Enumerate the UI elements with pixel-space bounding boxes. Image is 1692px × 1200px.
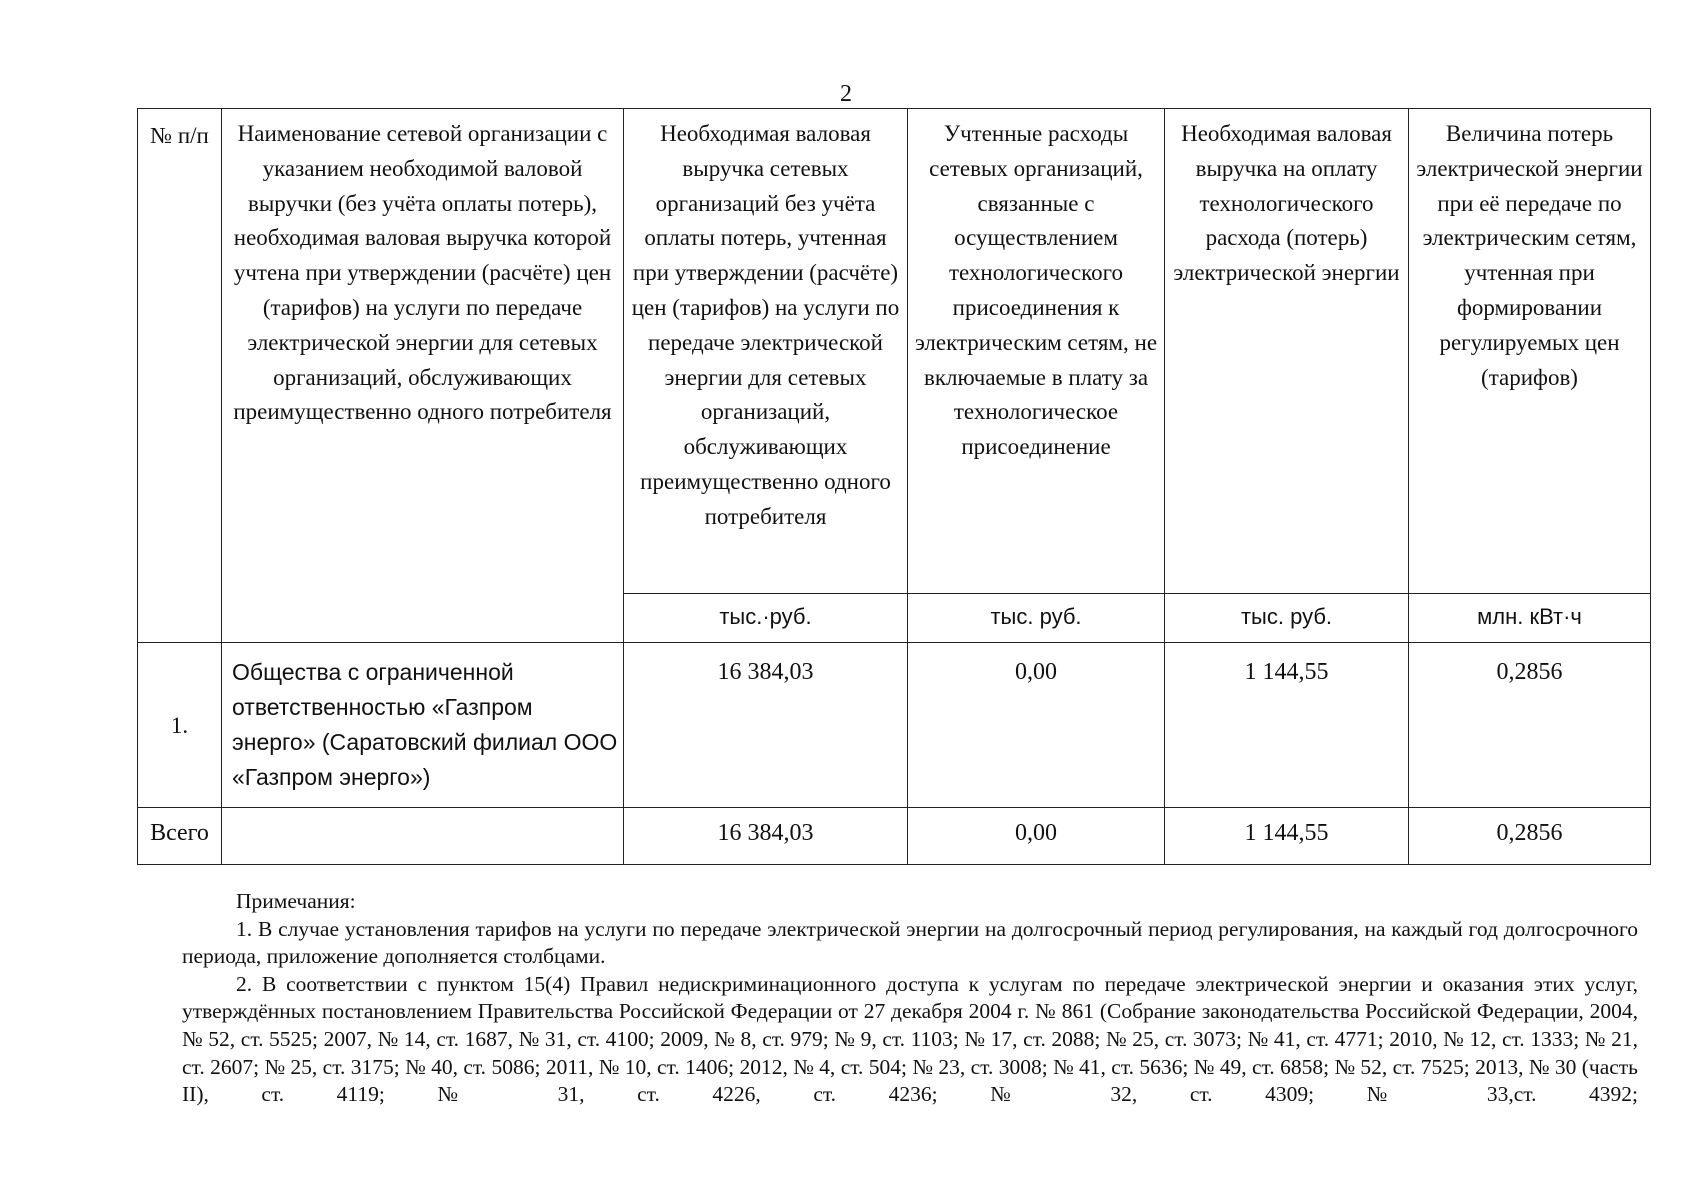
total-connection-costs: 0,00	[908, 807, 1165, 864]
header-num: № п/п	[138, 109, 222, 594]
header-gross-revenue: Необходимая валовая выручка сетевых организаций без учёта оплаты потерь, учтенная при утверждении (расчёте) цен (тарифов) на услуги по передаче электрической энергии для сетевых организаций, обслуживающих преимущественно одного потребителя	[624, 109, 908, 594]
note-item-2: 2. В соответствии с пунктом 15(4) Правил недискриминационного доступа к услугам по передаче электрической энергии и оказания этих услуг, утверждённых постановлением Правительства Российской Федерации от 27 декабря 2004 г. № 861 (Собрание законодательства Российской Федерации, 2004, № 52, ст. 5525; 2007, № 14, ст. 1687, № 31, ст. 4100; 2009, № 8, ст. 979; № 9, ст. 1103; № 17, ст. 2088; № 25, ст. 3073; № 41, ст. 4771; 2010, № 12, ст. 1333; № 21, ст. 2607; № 25, ст. 3175; № 40, ст. 5086; 2011, № 10, ст. 1406; 2012, № 4, ст. 504; № 23, ст. 3008; № 41, ст. 5636; № 49, ст. 6858; № 52, ст. 7525; 2013, № 30 (часть II), ст. 4119; № 31, ст. 4226, ст. 4236; № 32, ст. 4309; № 33,ст. 4392;	[182, 971, 1638, 1107]
total-label: Всего	[138, 807, 222, 864]
units-blank-name	[222, 593, 624, 642]
total-energy-losses: 0,2856	[1409, 807, 1651, 864]
unit-col2: тыс. руб.	[908, 593, 1165, 642]
row-connection-costs: 0,00	[908, 642, 1165, 807]
unit-col3: тыс. руб.	[1165, 593, 1409, 642]
total-loss-revenue: 1 144,55	[1165, 807, 1409, 864]
header-connection-costs: Учтенные расходы сетевых организаций, связанные с осуществлением технологического присоединения к электрическим сетям, не включаемые в плату за технологическое присоединение	[908, 109, 1165, 594]
header-loss-revenue: Необходимая валовая выручка на оплату технологического расхода (потерь) электрической энергии	[1165, 109, 1409, 594]
header-energy-losses: Величина потерь электрической энергии при её передаче по электрическим сетям, учтенная при формировании регулируемых цен (тарифов)	[1409, 109, 1651, 594]
row-number: 1.	[138, 642, 222, 807]
table-header-row	[138, 109, 1651, 594]
notes-section	[182, 888, 1638, 1109]
unit-col4: млн. кВт·ч	[1409, 593, 1651, 642]
total-gross-revenue: 16 384,03	[624, 807, 908, 864]
table-row	[138, 642, 1651, 807]
total-org-name	[222, 807, 624, 864]
tariff-table	[137, 108, 1651, 865]
page-number: 2	[840, 81, 852, 107]
notes-title: Примечания:	[236, 889, 356, 913]
header-org-name: Наименование сетевой организации с указанием необходимой валовой выручки (без учёта оплаты потерь), необходимая валовая выручка которой учтена при утверждении (расчёте) цен (тарифов) на услуги по передаче электрической энергии для сетевых организаций, обслуживающих преимущественно одного потребителя	[222, 109, 624, 594]
row-org-name: Общества с ограниченной ответственностью «Газпром энерго» (Саратовский филиал ООО «Газпром энерго»)	[222, 642, 624, 807]
table-units-row	[138, 593, 1651, 642]
row-loss-revenue: 1 144,55	[1165, 642, 1409, 807]
unit-col1: тыс.·руб.	[624, 593, 908, 642]
table-total-row	[138, 807, 1651, 864]
note-item-1: 1. В случае установления тарифов на услуги по передаче электрической энергии на долгосрочный период регулирования, на каждый год долгосрочного периода, приложение дополняется столбцами.	[182, 916, 1638, 969]
row-energy-losses: 0,2856	[1409, 642, 1651, 807]
row-gross-revenue: 16 384,03	[624, 642, 908, 807]
units-blank-num	[138, 593, 222, 642]
